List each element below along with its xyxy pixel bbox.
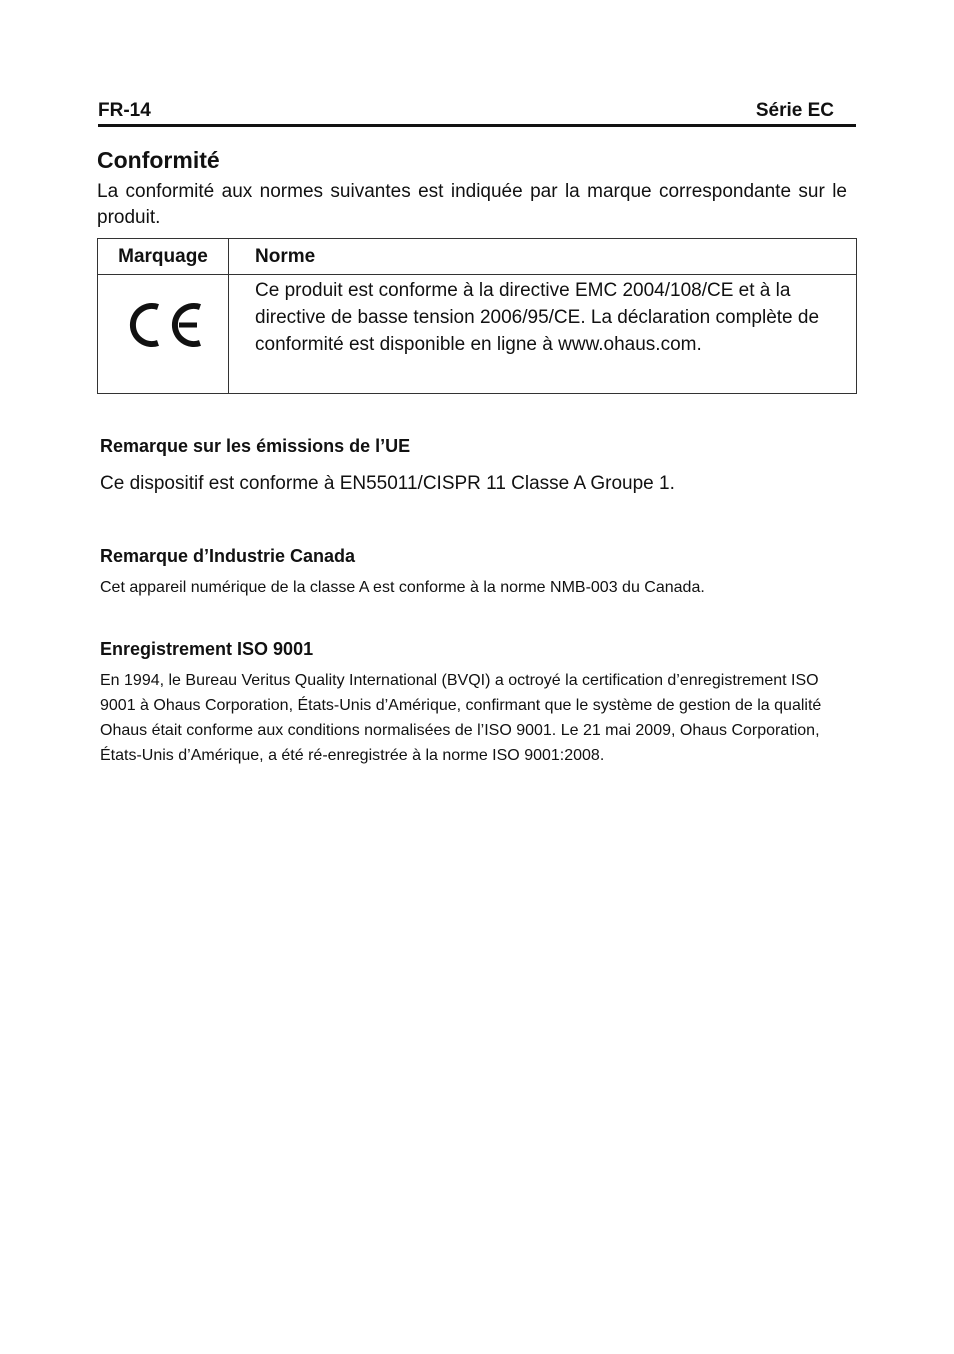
section-intro: La conformité aux normes suivantes est indiquée par la marque correspondante sur le produit.	[97, 181, 847, 228]
section-title: Conformité	[97, 147, 220, 173]
column-header-norme: Norme	[229, 239, 857, 275]
ue-emissions-text: Ce dispositif est conforme à EN55011/CISPR 11 Classe A Groupe 1.	[100, 473, 675, 494]
norm-text: Ce produit est conforme à la directive EMC 2004/108/CE et à la directive de basse tension 2006/95/CE. La déclaration complète de conformité est disponible en ligne à www.ohaus.com.	[229, 275, 857, 394]
series-name: Série EC	[755, 100, 834, 121]
table-row	[98, 275, 857, 394]
table-header-row	[98, 239, 857, 275]
page-number: FR-14	[98, 100, 151, 121]
canada-title: Remarque d’Industrie Canada	[100, 546, 356, 566]
mark-cell	[98, 275, 229, 394]
page-header	[98, 100, 856, 127]
iso-text: En 1994, le Bureau Veritus Quality International (BVQI) a octroyé la certification d’enregistrement ISO 9001 à Ohaus Corporation, États-Unis d’Amérique, confirmant que le système de gestion de la qualité Ohaus était conforme aux conditions normalisées de l’ISO 9001. Le 21 mai 2009, Ohaus Corporation, États-Unis d’Amérique, a été ré-enregistrée à la norme ISO 9001:2008.	[100, 672, 822, 764]
conformity-table	[97, 238, 857, 394]
iso-title: Enregistrement ISO 9001	[100, 639, 314, 659]
ce-mark-icon	[122, 297, 202, 353]
ue-emissions-title: Remarque sur les émissions de l’UE	[100, 436, 411, 456]
canada-text: Cet appareil numérique de la classe A est conforme à la norme NMB-003 du Canada.	[100, 579, 705, 596]
column-header-marquage: Marquage	[98, 239, 229, 275]
